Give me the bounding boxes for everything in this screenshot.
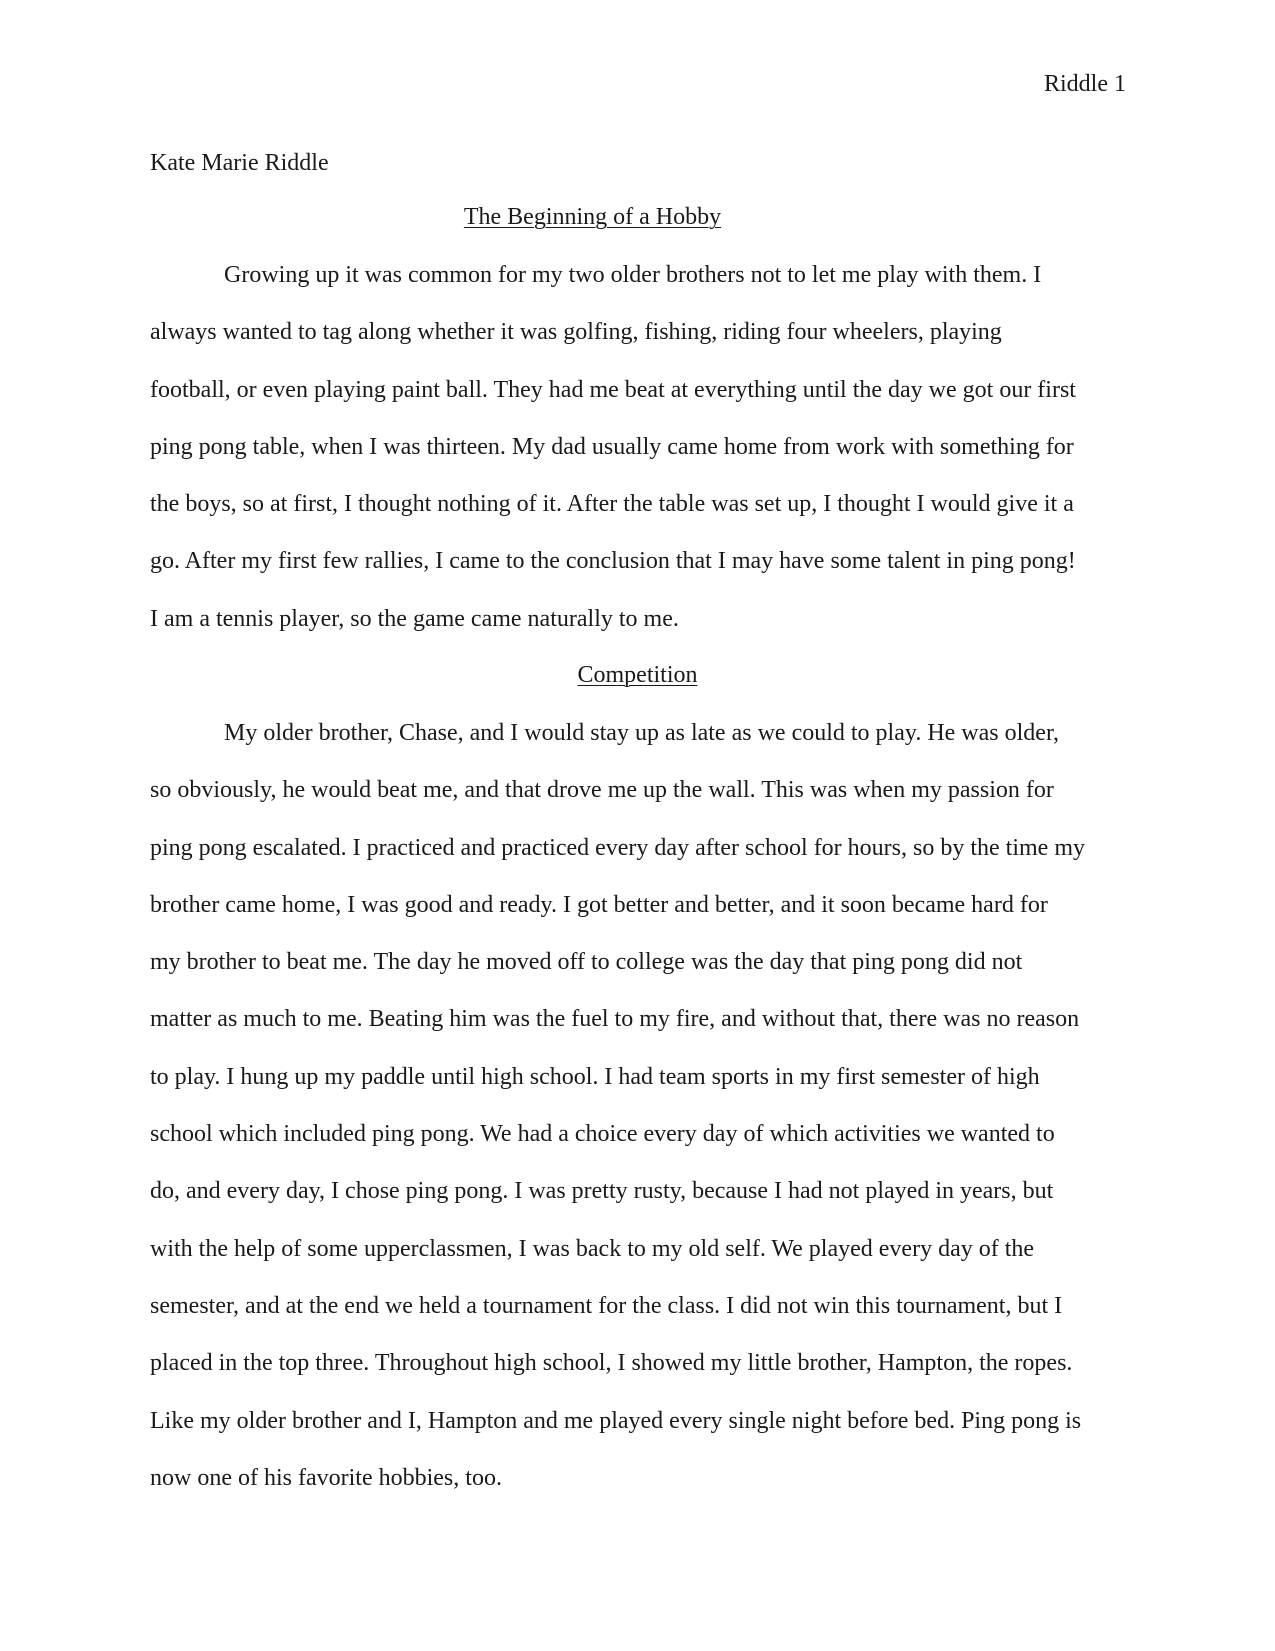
section-heading-competition: Competition [577,662,698,688]
paragraph-line: always wanted to tag along whether it was golfing, fishing, riding four wheelers, playing [150,319,1002,346]
running-head: Riddle 1 [1044,71,1126,97]
author-name: Kate Marie Riddle [150,150,329,176]
paragraph-line: ping pong escalated. I practiced and practiced every day after school for hours, so by the time my [150,834,1085,861]
paragraph-line: brother came home, I was good and ready. I got better and better, and it soon became hard for [150,891,1048,918]
paragraph-line: with the help of some upperclassmen, I was back to my old self. We played every day of the [150,1235,1035,1262]
paragraph-line: My older brother, Chase, and I would stay up as late as we could to play. He was older, [224,720,1059,746]
paragraph-line: so obviously, he would beat me, and that drove me up the wall. This was when my passion for [150,777,1054,804]
paragraph-line: Like my older brother and I, Hampton and me played every single night before bed. Ping pong is [150,1407,1082,1434]
paragraph-line: football, or even playing paint ball. They had me beat at everything until the day we got our first [150,376,1076,403]
paragraph-line: ping pong table, when I was thirteen. My dad usually came home from work with something for [150,433,1074,460]
paragraph-line: go. After my first few rallies, I came to the conclusion that I may have some talent in ping pong! [150,548,1076,575]
paragraph-beginning [150,247,1126,648]
paragraph-line: placed in the top three. Throughout high school, I showed my little brother, Hampton, the ropes. [150,1350,1073,1377]
paragraph-line: my brother to beat me. The day he moved off to college was the day that ping pong did not [150,949,1023,976]
paragraph-line: the boys, so at first, I thought nothing of it. After the table was set up, I thought I would give it a [150,491,1074,518]
paragraph-line: school which included ping pong. We had a choice every day of which activities we wanted to [150,1121,1055,1148]
paragraph-line: now one of his favorite hobbies, too. [150,1464,502,1491]
paragraph-line: Growing up it was common for my two older brothers not to let me play with them. I [224,262,1042,288]
paragraph-line: do, and every day, I chose ping pong. I was pretty rusty, because I had not played in years, but [150,1178,1054,1205]
paragraph-line: I am a tennis player, so the game came naturally to me. [150,605,679,632]
paragraph-line: semester, and at the end we held a tournament for the class. I did not win this tournament, but I [150,1292,1063,1319]
paragraph-line: matter as much to me. Beating him was the fuel to my fire, and without that, there was no reason [150,1006,1080,1033]
paragraph-line: to play. I hung up my paddle until high school. I had team sports in my first semester of high [150,1063,1040,1090]
section-heading-beginning: The Beginning of a Hobby [463,204,722,230]
paragraph-competition [150,705,1126,1507]
